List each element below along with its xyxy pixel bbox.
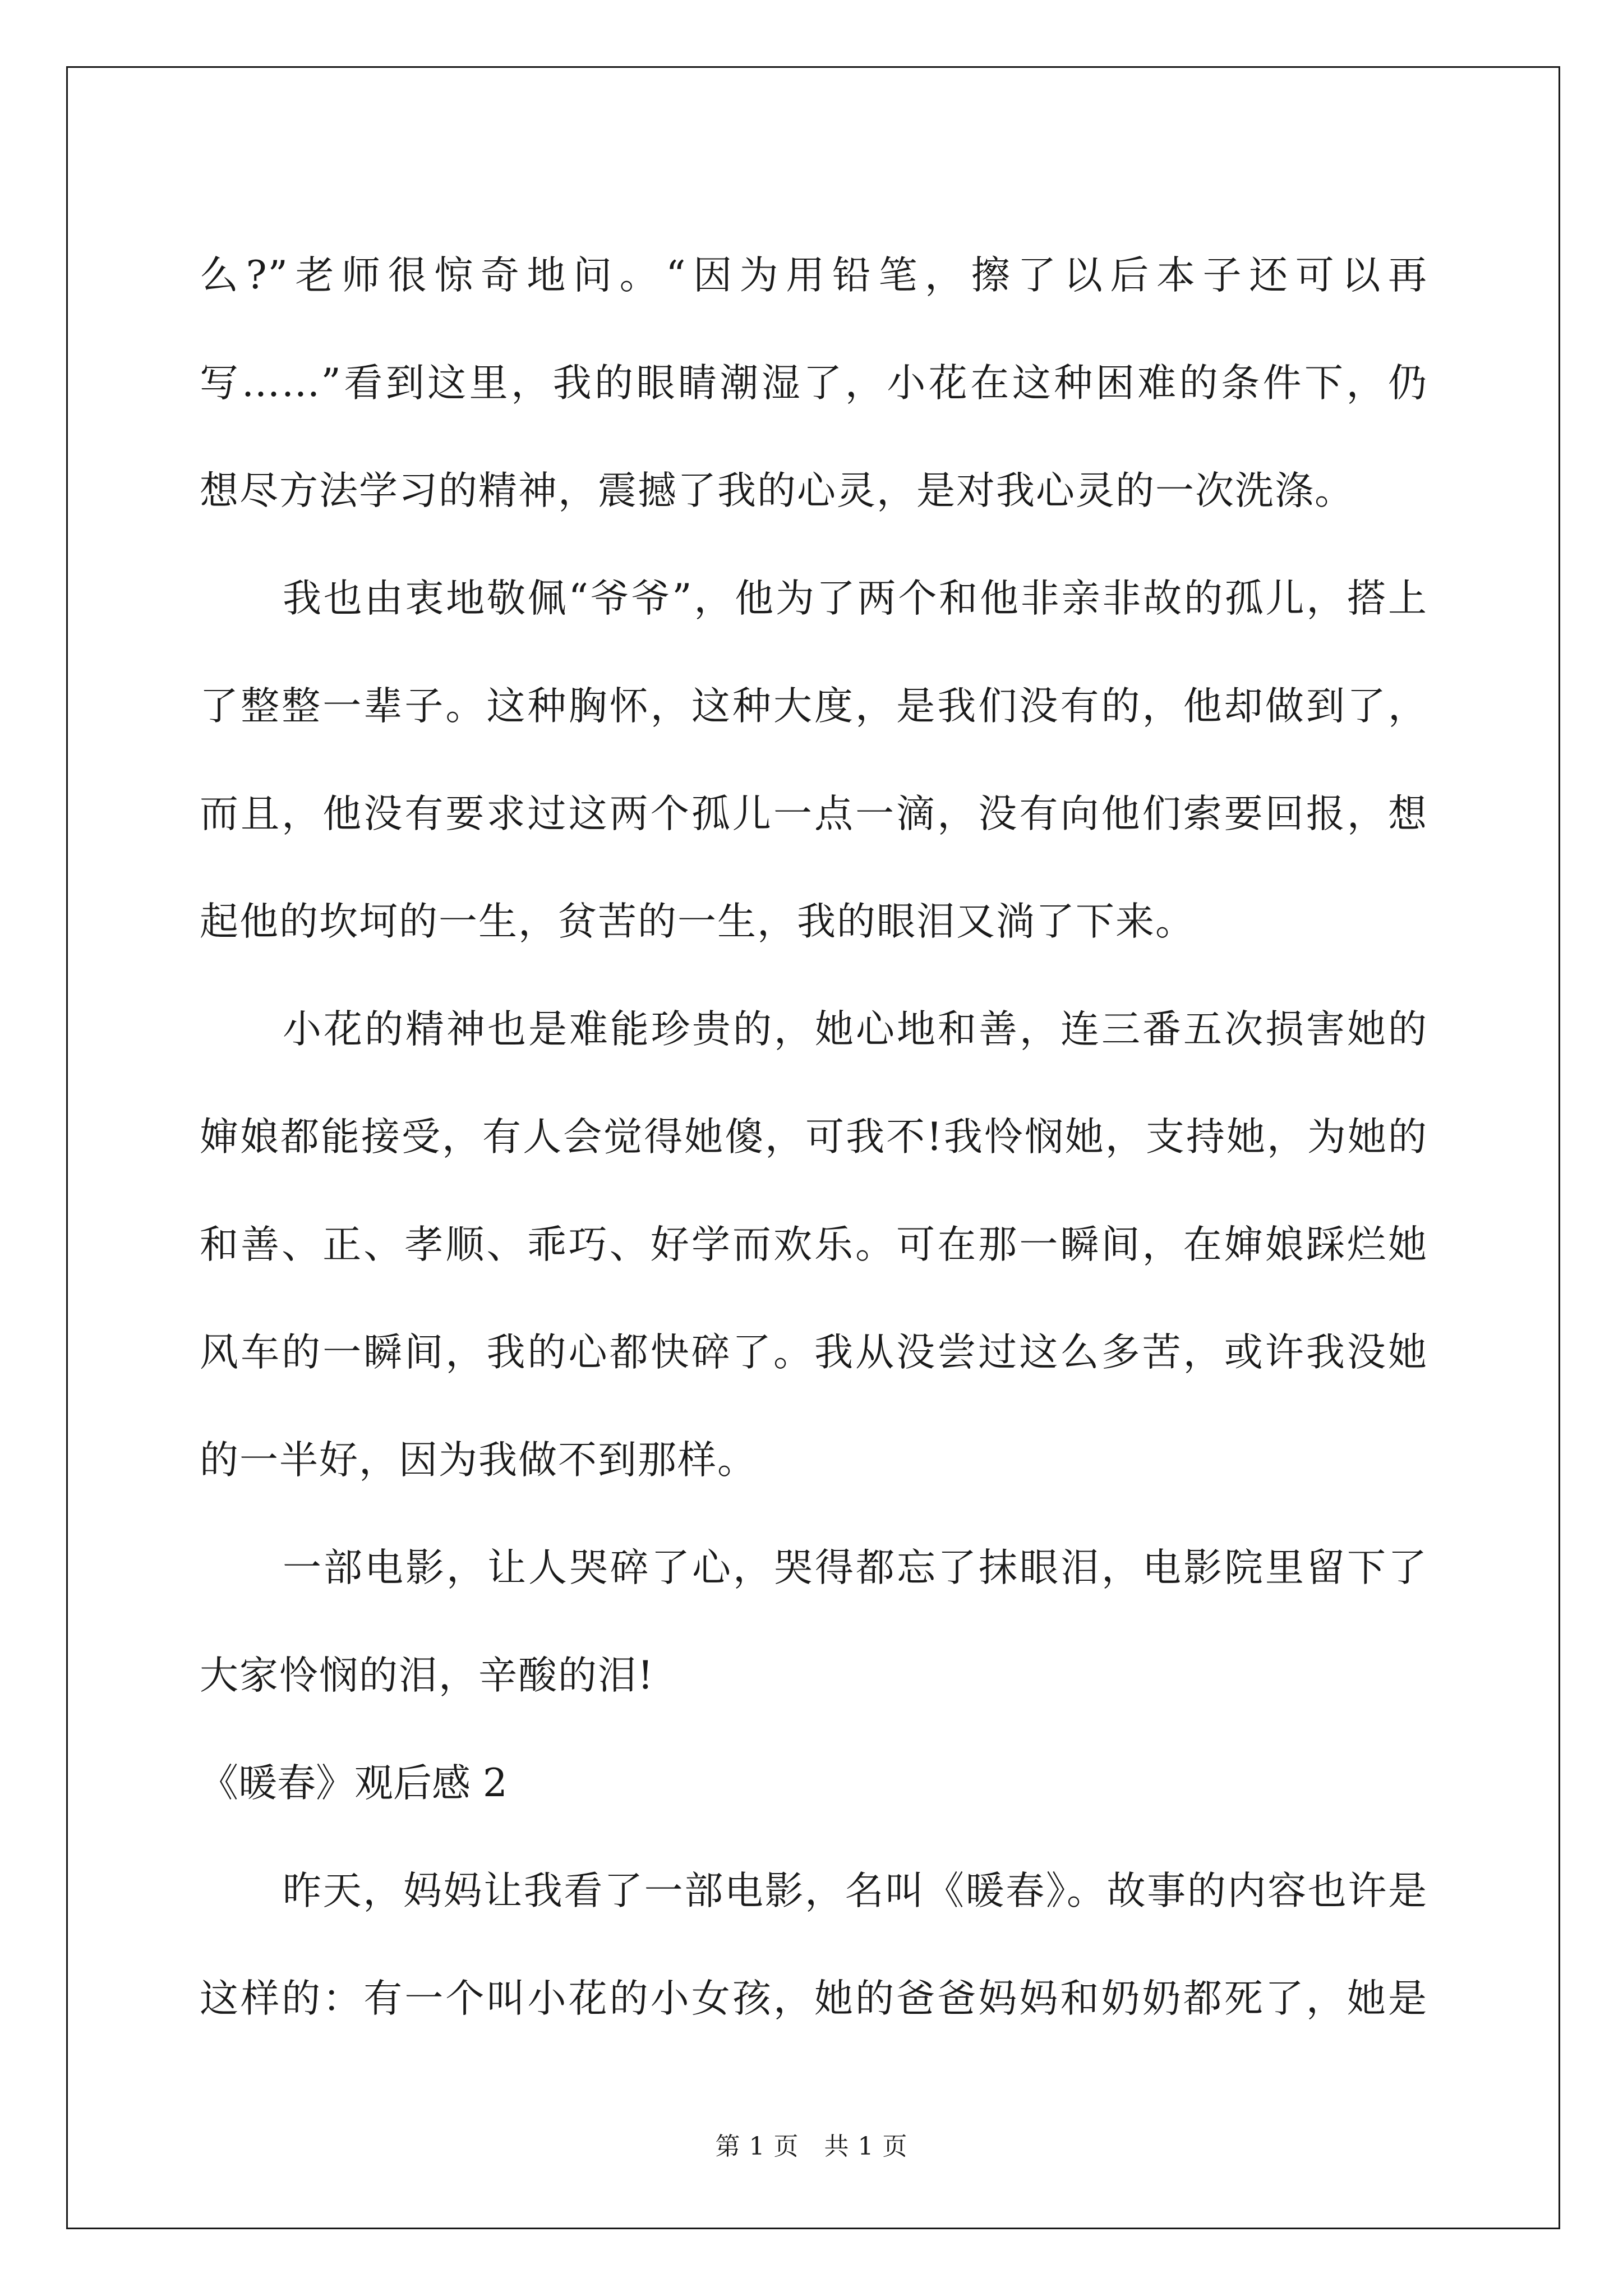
text-line-8: 小花的精神也是难能珍贵的，她心地和善，连三番五次损害她的 (283, 1007, 1428, 1052)
text-line-17: 这样的：有一个叫小花的小女孩，她的爸爸妈妈和奶奶都死了，她是 (200, 1976, 1428, 2021)
text-line-3: 想尽方法学习的精神，震撼了我的心灵，是对我心灵的一次洗涤。 (200, 468, 1354, 513)
text-line-16: 昨天，妈妈让我看了一部电影，名叫《暖春》。故事的内容也许是 (283, 1869, 1428, 1913)
text-line-4: 我也由衷地敬佩“爷爷”，他为了两个和他非亲非故的孤儿，搭上 (283, 576, 1428, 621)
text-line-14: 大家怜悯的泪，辛酸的泪! (200, 1653, 654, 1698)
text-line-7: 起他的坎坷的一生，贫苦的一生，我的眼泪又淌了下来。 (200, 899, 1195, 944)
text-line-11: 风车的一瞬间，我的心都快碎了。我从没尝过这么多苦，或许我没她 (200, 1330, 1428, 1375)
text-line-10: 和善、正、孝顺、乖巧、好学而欢乐。可在那一瞬间，在婶娘踩烂她 (200, 1222, 1428, 1267)
text-line-2: 写……”看到这里，我的眼睛潮湿了，小花在这种困难的条件下，仍 (200, 361, 1428, 406)
text-line-12: 的一半好，因为我做不到那样。 (200, 1438, 757, 1483)
text-line-5: 了整整一辈子。这种胸怀，这种大度，是我们没有的，他却做到了， (200, 684, 1428, 729)
text-line-6: 而且，他没有要求过这两个孤儿一点一滴，没有向他们索要回报，想 (200, 792, 1428, 836)
text-line-13: 一部电影，让人哭碎了心，哭得都忘了抹眼泪，电影院里留下了 (283, 1545, 1428, 1590)
document-body (200, 222, 1428, 2053)
page-number-footer: 第 1 页 共 1 页 (715, 2132, 908, 2161)
text-line-1: 么?”老师很惊奇地问。“因为用铅笔，擦了以后本子还可以再 (200, 253, 1428, 298)
text-line-9: 婶娘都能接受，有人会觉得她傻，可我不!我怜悯她，支持她，为她的 (200, 1115, 1428, 1159)
section-heading: 《暖春》观后感 2 (200, 1761, 508, 1806)
